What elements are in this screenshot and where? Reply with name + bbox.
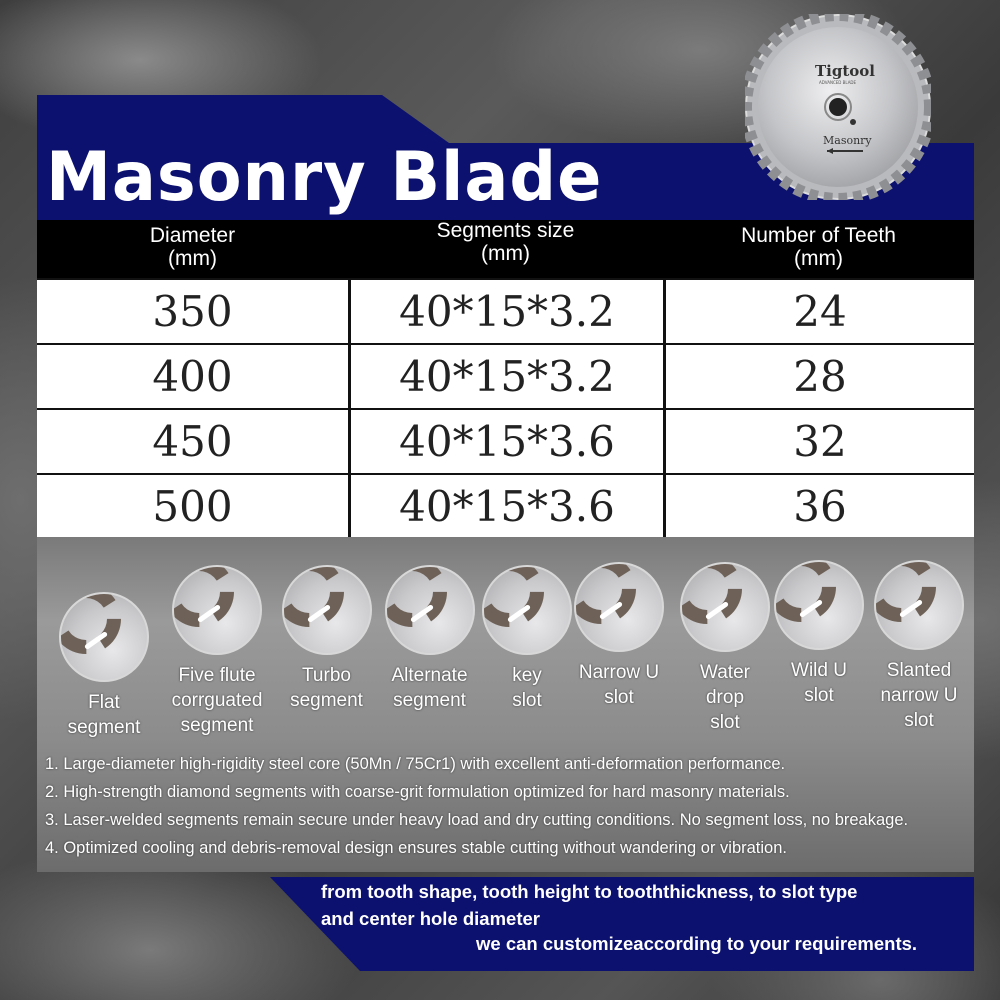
table-row <box>37 473 974 538</box>
segment-type-wild-u <box>769 560 869 708</box>
segment-label: Five flute corrguated segment <box>171 665 263 736</box>
blade-image <box>745 14 931 200</box>
water-drop-slot-icon <box>680 562 770 652</box>
feature-item: 1. Large-diameter high-rigidity steel core (50Mn / 75Cr1) with excellent anti-deformation performance. <box>45 755 786 773</box>
blade-subtext: ADVANCED BLADE <box>819 80 857 85</box>
header-segments-size: Segments size (mm) <box>436 219 575 265</box>
cell-diameter: 500 <box>152 482 233 531</box>
cell-segments: 40*15*3.2 <box>348 280 663 343</box>
cell-segments: 40*15*3.2 <box>348 345 663 408</box>
table-header <box>37 220 974 278</box>
segment-label: Narrow U slot <box>578 662 660 708</box>
cell-teeth: 24 <box>663 280 974 343</box>
segment-label: Water drop slot <box>700 662 750 733</box>
key-slot-icon <box>482 565 572 655</box>
segment-type-turbo <box>274 565 379 713</box>
feature-item: 2. High-strength diamond segments with coarse-grit formulation optimized for hard masonry materials. <box>45 783 790 801</box>
cell-diameter: 350 <box>152 287 233 336</box>
cell-segments: 40*15*3.6 <box>348 475 663 538</box>
cell-segments: 40*15*3.6 <box>348 410 663 473</box>
segment-label: Slanted narrow U slot <box>880 660 958 731</box>
table-row <box>37 343 974 408</box>
segment-type-five-flute <box>162 565 272 738</box>
flat-segment-icon <box>59 592 149 682</box>
segment-type-slanted-narrow-u <box>867 560 971 733</box>
alternate-segment-icon <box>385 565 475 655</box>
feature-item: 3. Laser-welded segments remain secure under heavy load and dry cutting conditions. No segment loss, no breakage. <box>45 811 909 829</box>
page-title: Masonry Blade <box>46 138 603 217</box>
header-teeth: Number of Teeth (mm) <box>741 224 896 270</box>
narrow-u-slot-icon <box>574 562 664 652</box>
spec-table <box>37 220 974 538</box>
segment-type-key-slot <box>477 565 577 713</box>
customize-line-1: from tooth shape, tooth height to tooththickness, to slot type <box>321 881 858 902</box>
segment-label: Alternate segment <box>391 665 468 711</box>
five-flute-segment-icon <box>172 565 262 655</box>
feature-item: 4. Optimized cooling and debris-removal design ensures stable cutting without wandering or vibration. <box>45 839 787 857</box>
wild-u-slot-icon <box>774 560 864 650</box>
segment-type-narrow-u <box>569 562 669 710</box>
segment-label: Wild U slot <box>791 660 847 706</box>
table-row <box>37 278 974 343</box>
segment-type-water-drop <box>675 562 775 735</box>
customize-line-2: and center hole diameter <box>321 908 540 929</box>
segment-label: Flat segment <box>67 692 141 738</box>
slanted-narrow-u-slot-icon <box>874 560 964 650</box>
table-row <box>37 408 974 473</box>
segment-label: key slot <box>512 665 542 711</box>
cell-diameter: 400 <box>152 352 233 401</box>
customize-line-3: we can customizeaccording to your requirements. <box>476 933 918 954</box>
cell-teeth: 32 <box>663 410 974 473</box>
turbo-segment-icon <box>282 565 372 655</box>
cell-diameter: 450 <box>152 417 233 466</box>
features-list <box>45 750 965 862</box>
blade-brand: Tigtool <box>815 62 875 80</box>
cell-teeth: 28 <box>663 345 974 408</box>
segment-type-alternate <box>377 565 482 713</box>
segment-type-flat <box>54 592 154 740</box>
blade-type-label: Masonry <box>823 134 872 147</box>
cell-teeth: 36 <box>663 475 974 538</box>
header-diameter: Diameter (mm) <box>149 224 236 270</box>
segment-label: Turbo segment <box>290 665 363 711</box>
